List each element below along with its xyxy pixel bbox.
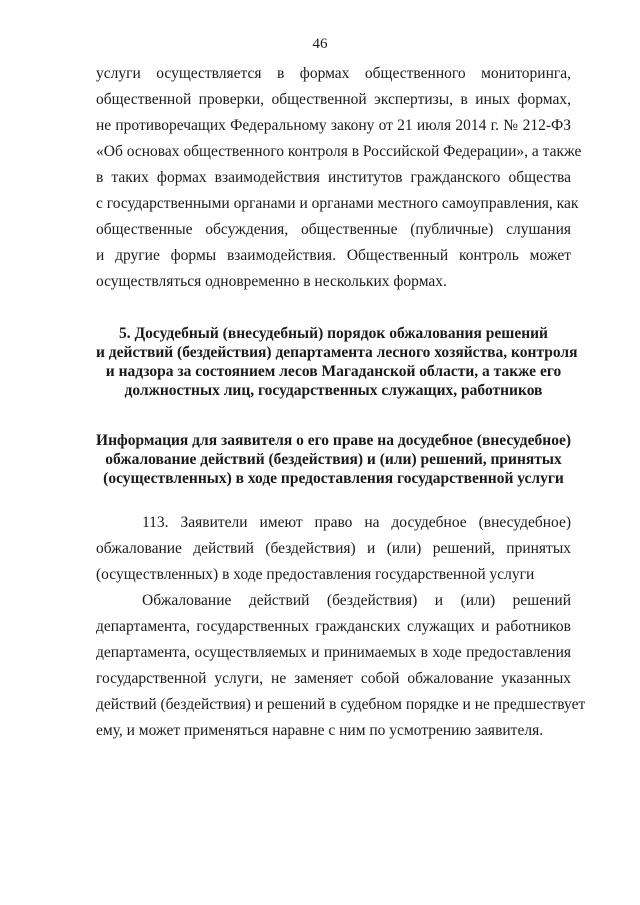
subheading-line: (осуществленных) в ходе предоставления государственной услуги <box>103 470 564 487</box>
subheading-line: обжалование действий (бездействия) и (или) решений, принятых <box>105 451 562 468</box>
paragraph-line: действий (бездействия) и решений в судебном порядке и не предшествует <box>96 696 586 713</box>
subheading-line: Информация для заявителя о его праве на досудебное (внесудебное) <box>96 432 571 449</box>
paragraph-line: обжалование действий (бездействия) и (или) решений, принятых <box>96 540 571 557</box>
paragraph-line: 113. Заявители имеют право на досудебное (внесудебное) <box>142 514 571 531</box>
paragraph-line: «Об основах общественного контроля в Российской Федерации», а также <box>96 143 582 160</box>
paragraph-line: услуги осуществляется в формах общественного мониторинга, <box>96 65 571 82</box>
paragraph-line: общественные обсуждения, общественные (публичные) слушания <box>96 221 571 238</box>
paragraph-line: общественной проверки, общественной экспертизы, в иных формах, <box>96 91 571 108</box>
paragraph-line: Обжалование действий (бездействия) и (или) решений <box>142 592 571 609</box>
paragraph-line: осуществляться одновременно в нескольких формах. <box>96 273 447 290</box>
section-heading-line: и надзора за состоянием лесов Магаданской области, а также его <box>105 363 562 380</box>
paragraph-line: (осуществленных) в ходе предоставления государственной услуги <box>96 566 535 583</box>
paragraph-line: с государственными органами и органами местного самоуправления, как <box>96 195 579 212</box>
section-heading-line: и действий (бездействия) департамента лесного хозяйства, контроля <box>96 344 578 361</box>
paragraph-line: не противоречащих Федеральному закону от 21 июля 2014 г. № 212-ФЗ <box>96 117 571 134</box>
paragraph-line: ему, и может применяться наравне с ним по усмотрению заявителя. <box>96 722 544 739</box>
section-heading-line: 5. Досудебный (внесудебный) порядок обжалования решений <box>118 325 548 342</box>
paragraph-line: и другие формы взаимодействия. Общественный контроль может <box>96 247 571 264</box>
page-number: 46 <box>312 36 328 52</box>
paragraph-line: департамента, государственных гражданских служащих и работников <box>96 618 571 635</box>
paragraph-line: в таких формах взаимодействия институтов гражданского общества <box>96 169 571 186</box>
paragraph-line: государственной услуги, не заменяет собой обжалование указанных <box>96 670 571 687</box>
section-heading-line: должностных лиц, государственных служащих, работников <box>124 382 543 399</box>
paragraph-line: департамента, осуществляемых и принимаемых в ходе предоставления <box>96 644 571 661</box>
